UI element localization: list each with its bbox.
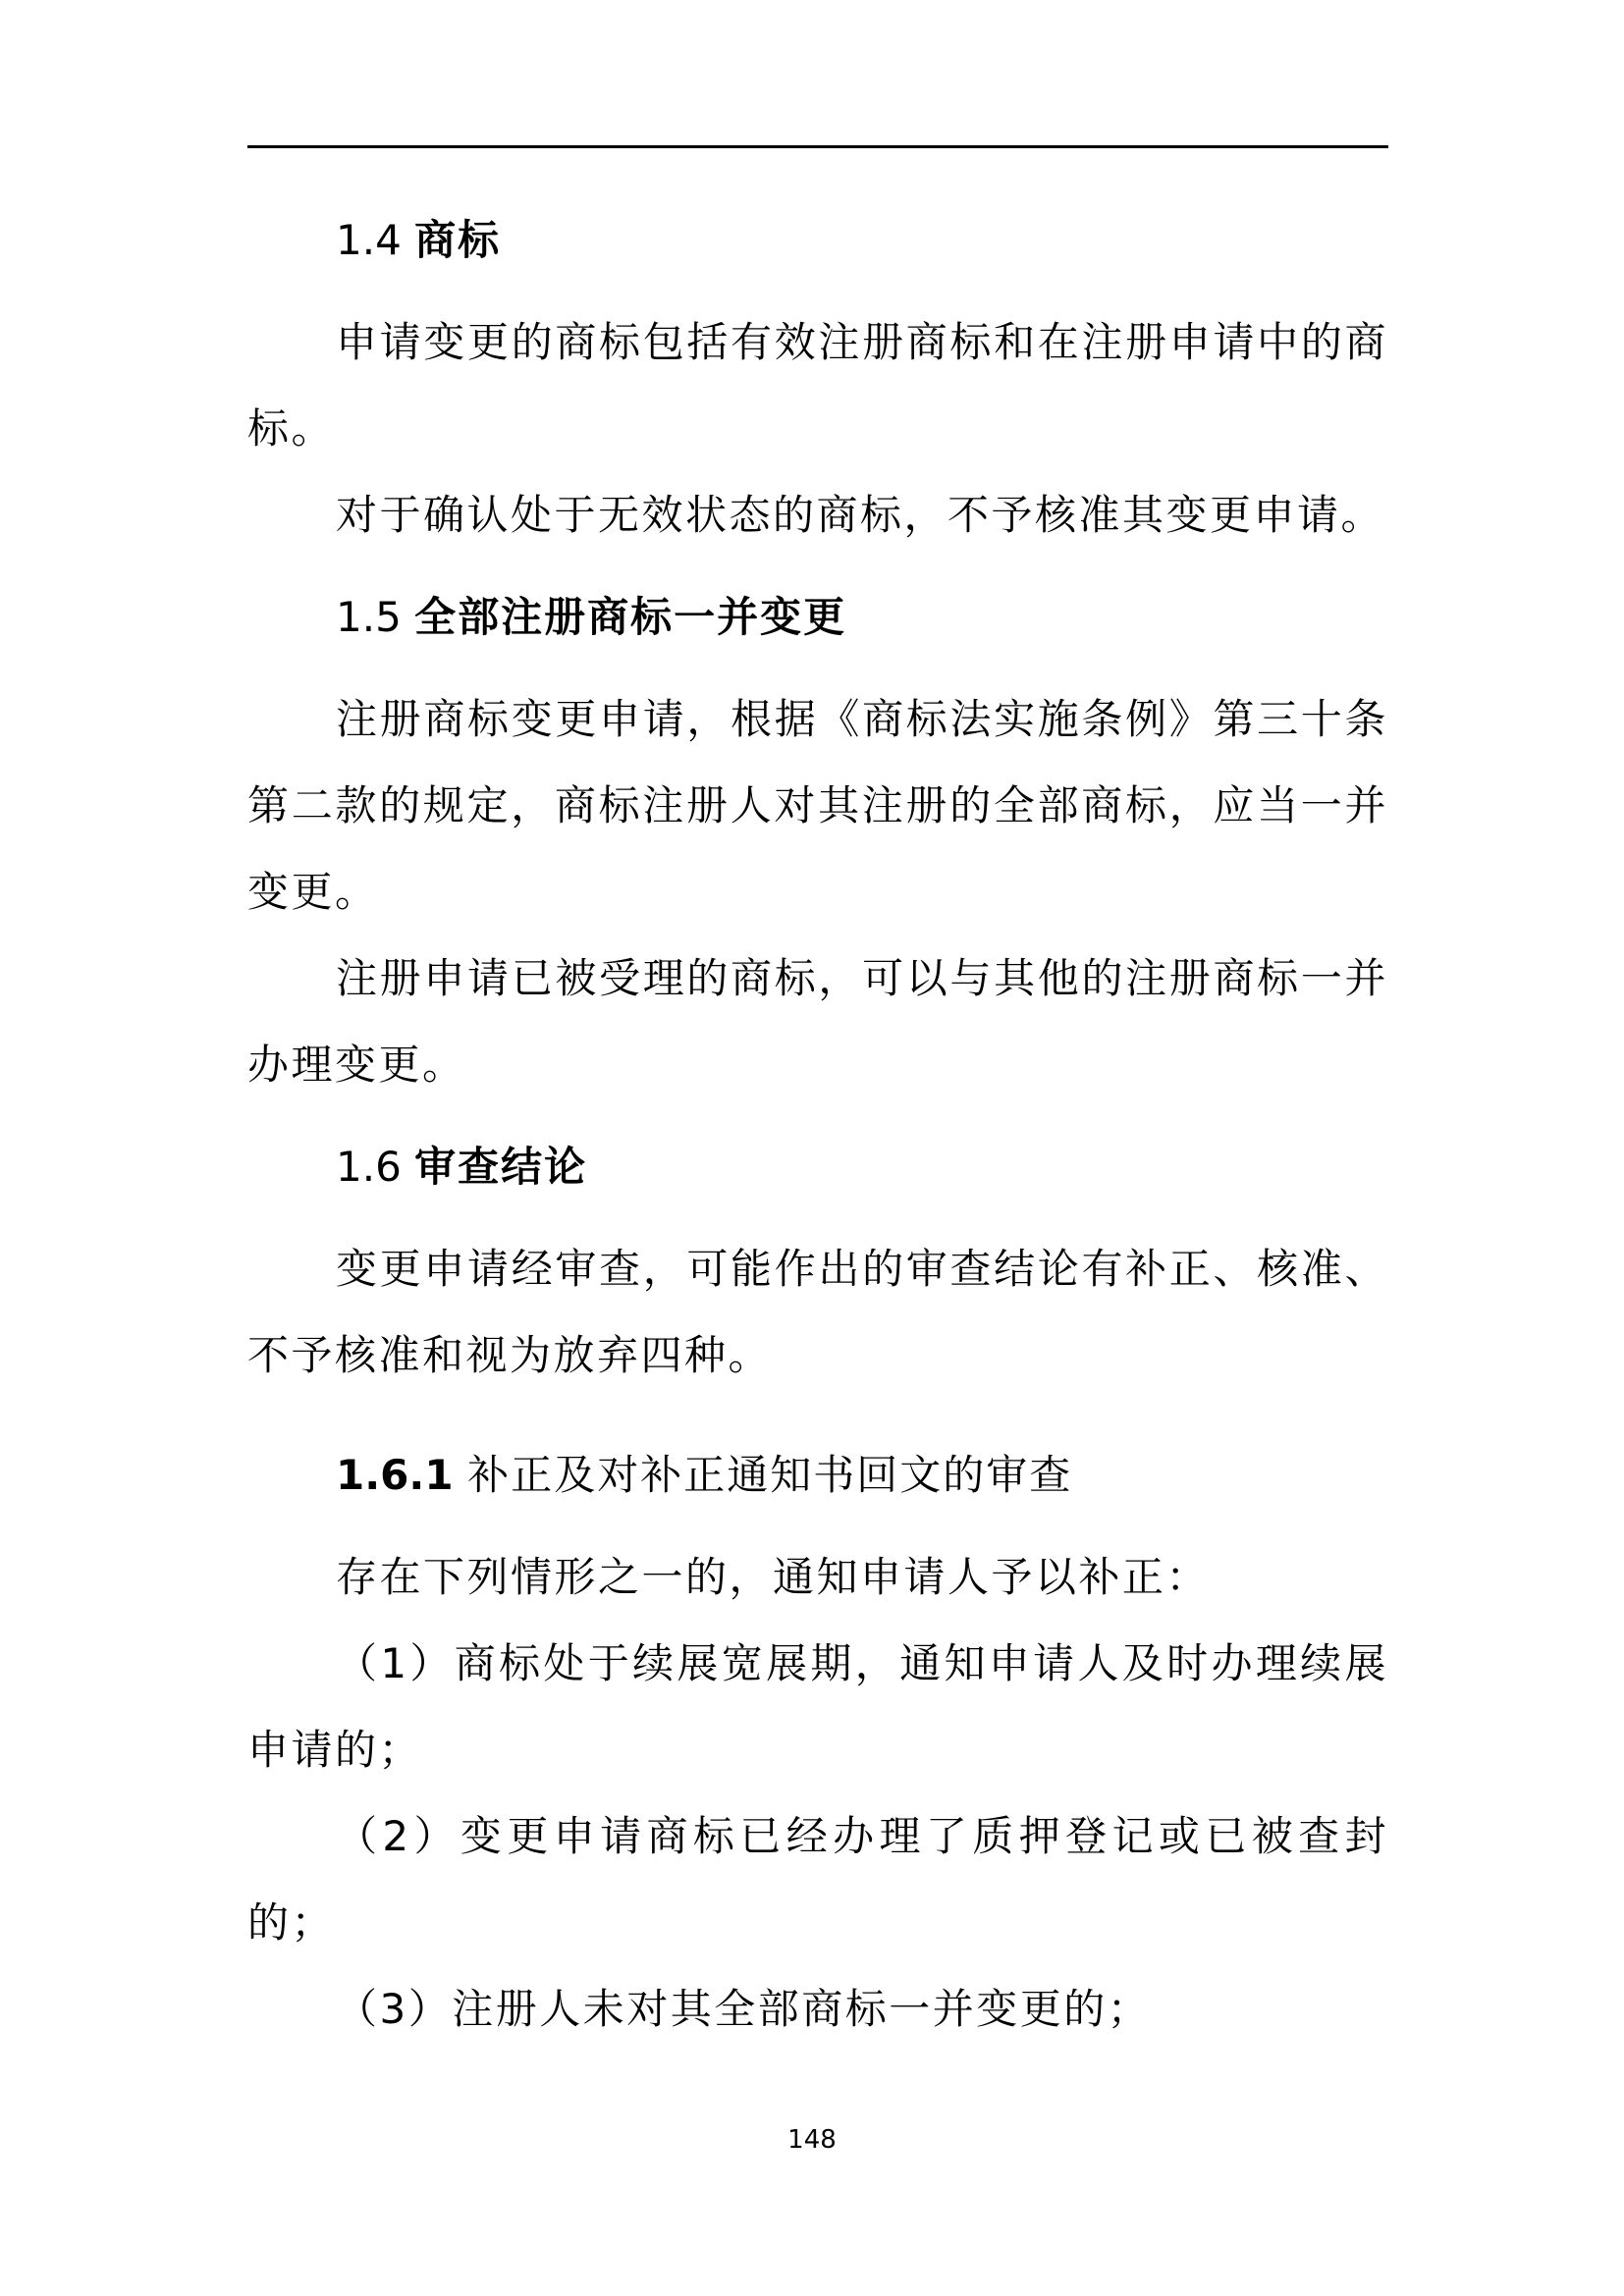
paragraph: 存在下列情形之一的，通知申请人予以补正： bbox=[336, 1553, 1211, 1601]
subsection-number: 1.6.1 bbox=[336, 1451, 454, 1499]
subsection-title: 补正及对补正通知书回文的审查 bbox=[467, 1451, 1073, 1499]
section-heading-1-4 bbox=[247, 201, 1388, 280]
paragraph: 变更申请经审查，可能作出的审查结论有补正、核准、不予核准和视为放弃四种。 bbox=[247, 1245, 1388, 1379]
document-body bbox=[247, 201, 1388, 2053]
section-heading-1-6 bbox=[247, 1128, 1388, 1206]
header-rule bbox=[247, 145, 1388, 148]
section-number: 1.5 bbox=[336, 593, 402, 641]
paragraph: 注册商标变更申请，根据《商标法实施条例》第三十条第二款的规定，商标注册人对其注册的全部商标，应当一并变更。 bbox=[247, 695, 1388, 916]
section-title: 审查结论 bbox=[414, 1143, 588, 1191]
list-item: （1）商标处于续展宽展期，通知申请人及时办理续展申请的； bbox=[247, 1639, 1388, 1774]
paragraph: 注册申请已被受理的商标，可以与其他的注册商标一并办理变更。 bbox=[247, 954, 1388, 1089]
section-number: 1.4 bbox=[336, 216, 402, 264]
list-item: （3）注册人未对其全部商标一并变更的； bbox=[336, 1985, 1152, 2033]
list-item: （2）变更申请商标已经办理了质押登记或已被查封的； bbox=[247, 1812, 1388, 1947]
paragraph: 申请变更的商标包括有效注册商标和在注册申请中的商标。 bbox=[247, 318, 1388, 453]
section-heading-1-5 bbox=[247, 578, 1388, 657]
page-number: 148 bbox=[787, 2125, 837, 2155]
section-number: 1.6 bbox=[336, 1143, 402, 1191]
paragraph: 对于确认处于无效状态的商标，不予核准其变更申请。 bbox=[336, 491, 1385, 539]
subsection-heading-1-6-1 bbox=[247, 1436, 1388, 1515]
section-title: 全部注册商标一并变更 bbox=[414, 593, 847, 641]
section-title: 商标 bbox=[414, 216, 502, 264]
